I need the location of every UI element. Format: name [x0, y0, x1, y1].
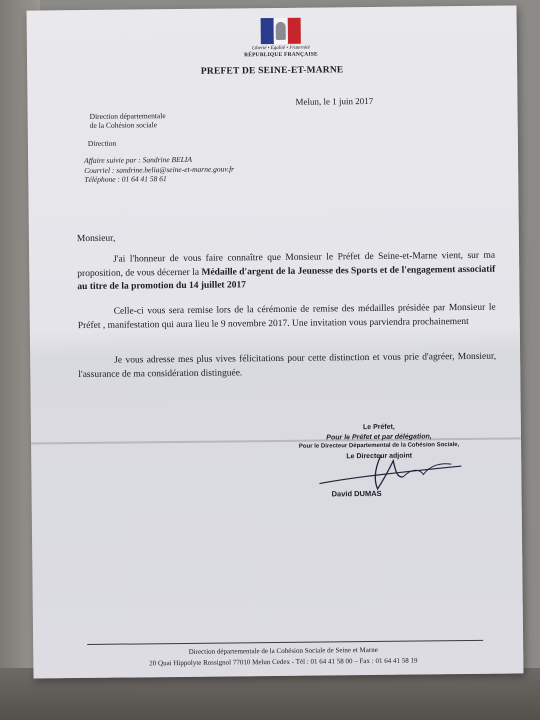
- prefecture-title: PREFET DE SEINE-ET-MARNE: [200, 65, 344, 77]
- signature-delegation: Pour le Préfet et par délégation,: [326, 432, 432, 441]
- award-name: Médaille d'argent de la Jeunesse des Sports et de l'engagement associatif au titre de la promotion du 14 juillet 2017: [77, 264, 496, 293]
- contact-phone: Téléphone : 01 64 41 58 61: [84, 174, 167, 184]
- footer-department: Direction départementale de la Cohésion Sociale de Seine et Marne: [188, 645, 378, 656]
- contact-email: Courriel : sandrine.belia@seine-et-marne.gouv.fr: [84, 163, 235, 175]
- republic-motto: Liberté • Égalité • Fraternité: [251, 45, 310, 52]
- signature-title: Le Préfet,: [362, 423, 395, 432]
- republic-name: RÉPUBLIQUE FRANÇAISE: [244, 51, 318, 59]
- footer: [73, 644, 493, 670]
- letter-page: [27, 5, 524, 678]
- paragraph-ceremony-text: Celle-ci vous sera remise lors de la cérémonie de remise des médailles présidée par Monsieur le Préfet , manifestation qui aura lieu le 9 novembre 2017. Une invitation vous parviendra prochainement: [77, 302, 496, 331]
- marianne-flag-icon: [261, 18, 301, 44]
- signature-director-delegation: Pour le Directeur Départemental de la Cohésion Sociale,: [298, 442, 460, 450]
- case-contact-block: [84, 154, 234, 184]
- paragraph-congratulations: [78, 351, 496, 382]
- greeting: Monsieur,: [76, 233, 116, 245]
- paragraph-award: [77, 250, 495, 295]
- signature-role: Le Directeur adjoint: [346, 452, 413, 460]
- paragraph-congratulations-text: Je vous adresse mes plus vives félicitations pour cette distinction et vous prie d'agréer, Monsieur, l'assurance de ma considération distinguée.: [78, 351, 497, 380]
- signatory-name: David DUMAS: [331, 488, 382, 499]
- paragraph-award-text: J'ai l'honneur de vous faire connaître que Monsieur le Préfet de Seine-et-Marne vient, sur ma proposition, de vous décerner la: [77, 250, 496, 279]
- case-handler: Affaire suivie par : Sandrine BELIA: [84, 154, 192, 165]
- handwritten-signature: [311, 448, 471, 494]
- sender-department: [90, 111, 166, 130]
- footer-address: 20 Quai Hippolyte Rossignol 77010 Melun Cedex - Tél : 01 64 41 58 00 – Fax : 01 64 41 58 19: [149, 656, 418, 668]
- republic-logo: [241, 18, 321, 59]
- paragraph-ceremony: [78, 302, 496, 333]
- sender-department-line2: de la Cohésion sociale: [89, 120, 158, 130]
- sender-direction: Direction: [87, 138, 117, 148]
- sender-department-line1: Direction départementale: [89, 111, 166, 121]
- letter-date: Melun, le 1 juin 2017: [295, 95, 374, 107]
